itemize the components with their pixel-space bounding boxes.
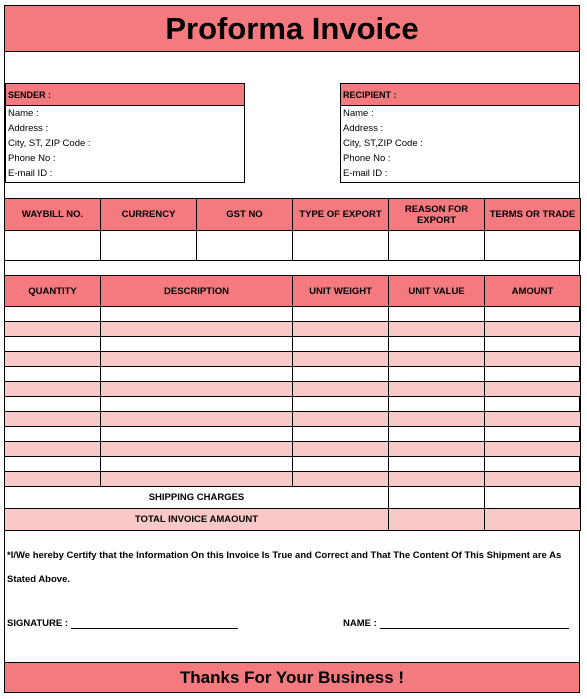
item-row (5, 442, 581, 457)
shipment-header-row (5, 199, 581, 231)
name-label: NAME : (343, 618, 377, 629)
description-cell[interactable] (101, 352, 293, 367)
total-row (5, 509, 581, 531)
shipping-charges-amount-cell[interactable] (485, 487, 581, 509)
sender-heading: SENDER : (6, 84, 244, 106)
currency-cell[interactable] (101, 231, 197, 261)
sender-email-field[interactable]: E-mail ID : (8, 168, 53, 179)
item-row (5, 412, 581, 427)
export-reason-cell[interactable] (389, 231, 485, 261)
total-invoice-label: TOTAL INVOICE AMAOUNT (5, 509, 389, 531)
recipient-heading: RECIPIENT : (341, 84, 579, 106)
shipment-value-row (5, 231, 581, 261)
footer-message: Thanks For Your Business ! (5, 662, 579, 692)
quantity-header: QUANTITY (5, 276, 101, 307)
sender-box (5, 83, 245, 183)
items-table (4, 275, 581, 531)
amount-cell[interactable] (485, 412, 581, 427)
quantity-cell[interactable] (5, 457, 101, 472)
unit-weight-cell[interactable] (293, 322, 389, 337)
description-cell[interactable] (101, 427, 293, 442)
shipping-charges-label: SHIPPING CHARGES (5, 487, 389, 509)
name-line[interactable] (380, 618, 569, 629)
amount-cell[interactable] (485, 382, 581, 397)
waybill-header: WAYBILL NO. (5, 199, 101, 231)
signature-line[interactable] (71, 618, 238, 629)
total-value-cell[interactable] (389, 509, 485, 531)
description-header: DESCRIPTION (101, 276, 293, 307)
shipment-table (4, 198, 581, 261)
sender-name-field[interactable]: Name : (8, 108, 39, 119)
item-row (5, 382, 581, 397)
item-row (5, 307, 581, 322)
signature-row (7, 618, 238, 629)
unit-weight-cell[interactable] (293, 427, 389, 442)
unit-weight-cell[interactable] (293, 307, 389, 322)
name-row (343, 618, 569, 629)
amount-cell[interactable] (485, 322, 581, 337)
invoice-title: Proforma Invoice (5, 6, 579, 52)
item-row (5, 397, 581, 412)
quantity-cell[interactable] (5, 412, 101, 427)
gst-header: GST NO (197, 199, 293, 231)
sender-phone-field[interactable]: Phone No : (8, 153, 56, 164)
terms-cell[interactable] (485, 231, 581, 261)
item-row (5, 322, 581, 337)
unit-weight-cell[interactable] (293, 367, 389, 382)
item-row (5, 337, 581, 352)
unit-value-cell[interactable] (389, 442, 485, 457)
unit-value-cell[interactable] (389, 457, 485, 472)
amount-header: AMOUNT (485, 276, 581, 307)
item-row (5, 457, 581, 472)
quantity-cell[interactable] (5, 397, 101, 412)
description-cell[interactable] (101, 382, 293, 397)
item-row (5, 472, 581, 487)
quantity-cell[interactable] (5, 307, 101, 322)
unit-value-cell[interactable] (389, 367, 485, 382)
recipient-phone-field[interactable]: Phone No : (343, 153, 391, 164)
amount-cell[interactable] (485, 472, 581, 487)
description-cell[interactable] (101, 442, 293, 457)
amount-cell[interactable] (485, 427, 581, 442)
unit-value-cell[interactable] (389, 307, 485, 322)
item-row (5, 367, 581, 382)
terms-header: TERMS OR TRADE (485, 199, 581, 231)
amount-cell[interactable] (485, 307, 581, 322)
quantity-cell[interactable] (5, 472, 101, 487)
unit-value-cell[interactable] (389, 322, 485, 337)
unit-value-cell[interactable] (389, 382, 485, 397)
description-cell[interactable] (101, 457, 293, 472)
unit-value-cell[interactable] (389, 352, 485, 367)
shipping-charges-row (5, 487, 581, 509)
total-amount-cell[interactable] (485, 509, 581, 531)
export-reason-header: REASON FOR EXPORT (389, 199, 485, 231)
amount-cell[interactable] (485, 442, 581, 457)
quantity-cell[interactable] (5, 322, 101, 337)
recipient-box (340, 83, 580, 183)
description-cell[interactable] (101, 307, 293, 322)
unit-weight-cell[interactable] (293, 337, 389, 352)
description-cell[interactable] (101, 367, 293, 382)
recipient-city-field[interactable]: City, ST,ZIP Code : (343, 138, 423, 149)
waybill-cell[interactable] (5, 231, 101, 261)
recipient-address-field[interactable]: Address : (343, 123, 384, 134)
quantity-cell[interactable] (5, 367, 101, 382)
quantity-cell[interactable] (5, 352, 101, 367)
unit-value-cell[interactable] (389, 472, 485, 487)
unit-value-cell[interactable] (389, 427, 485, 442)
quantity-cell[interactable] (5, 382, 101, 397)
item-row (5, 427, 581, 442)
amount-cell[interactable] (485, 352, 581, 367)
description-cell[interactable] (101, 322, 293, 337)
quantity-cell[interactable] (5, 337, 101, 352)
sender-city-field[interactable]: City, ST, ZIP Code : (8, 138, 91, 149)
unit-weight-cell[interactable] (293, 397, 389, 412)
unit-weight-cell[interactable] (293, 382, 389, 397)
export-type-cell[interactable] (293, 231, 389, 261)
unit-weight-cell[interactable] (293, 472, 389, 487)
description-cell[interactable] (101, 397, 293, 412)
unit-value-cell[interactable] (389, 397, 485, 412)
signature-label: SIGNATURE : (7, 618, 69, 629)
quantity-cell[interactable] (5, 442, 101, 457)
unit-weight-header: UNIT WEIGHT (293, 276, 389, 307)
gst-cell[interactable] (197, 231, 293, 261)
amount-cell[interactable] (485, 337, 581, 352)
amount-cell[interactable] (485, 457, 581, 472)
unit-value-cell[interactable] (389, 337, 485, 352)
unit-value-cell[interactable] (389, 412, 485, 427)
unit-weight-cell[interactable] (293, 457, 389, 472)
unit-weight-cell[interactable] (293, 352, 389, 367)
unit-value-header: UNIT VALUE (389, 276, 485, 307)
description-cell[interactable] (101, 472, 293, 487)
currency-header: CURRENCY (101, 199, 197, 231)
sender-address-field[interactable]: Address : (8, 123, 49, 134)
amount-cell[interactable] (485, 367, 581, 382)
description-cell[interactable] (101, 337, 293, 352)
quantity-cell[interactable] (5, 427, 101, 442)
amount-cell[interactable] (485, 397, 581, 412)
description-cell[interactable] (101, 412, 293, 427)
unit-weight-cell[interactable] (293, 442, 389, 457)
item-row (5, 352, 581, 367)
recipient-name-field[interactable]: Name : (343, 108, 374, 119)
export-type-header: TYPE OF EXPORT (293, 199, 389, 231)
unit-weight-cell[interactable] (293, 412, 389, 427)
shipping-charges-value-cell[interactable] (389, 487, 485, 509)
items-header-row (5, 276, 581, 307)
items-body (5, 307, 581, 487)
recipient-email-field[interactable]: E-mail ID : (343, 168, 388, 179)
certification-text: *I/We hereby Certify that the Information On this Invoice Is True and Correct and That The Content Of This Shipment are As Stated Above. (7, 550, 562, 585)
invoice-sheet (4, 5, 580, 693)
